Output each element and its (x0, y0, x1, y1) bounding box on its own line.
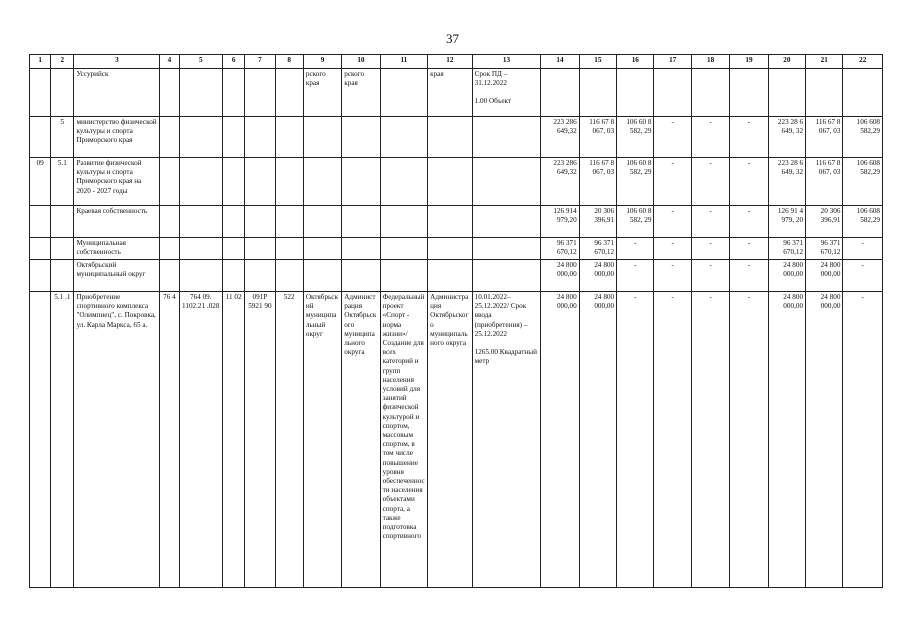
cell-c5: 764 09. 1102.21 .028 (179, 292, 222, 588)
cell-c10: Администрация Октябрьского муниципального округа (342, 292, 380, 588)
cell-c1 (30, 260, 51, 292)
cell-c9 (303, 158, 341, 206)
table-row (30, 158, 883, 206)
cell-c2 (51, 238, 74, 260)
cell-c13-term: Срок ПД – 31.12.2022 (474, 70, 508, 88)
cell-c1 (30, 238, 51, 260)
cell-c9 (303, 206, 341, 238)
cell-c16: 106 60 8 582, 29 (617, 206, 654, 238)
cell-c17: - (654, 206, 691, 238)
cell-c10 (342, 206, 380, 238)
table-row (30, 206, 883, 238)
col-header: 5 (179, 55, 222, 69)
cell-c21: 116 67 8 067, 03 (806, 117, 843, 158)
col-header: 15 (579, 55, 616, 69)
col-header: 19 (730, 55, 768, 69)
cell-c12 (428, 117, 472, 158)
table-row (30, 69, 883, 117)
cell-c9: Октябрьский муниципальный округ (303, 292, 341, 588)
cell-c3: Развитие физической культуры и спорта Приморского края на 2020 - 2027 годы (74, 158, 160, 206)
cell-c18: - (691, 158, 729, 206)
cell-c13-capacity: 1265.00 Квадратный метр (474, 348, 537, 366)
cell-c2: 5.1 (51, 158, 74, 206)
cell-c12 (428, 206, 472, 238)
cell-c1 (30, 69, 51, 117)
cell-c17: - (654, 260, 691, 292)
cell-c16: - (617, 238, 654, 260)
cell-c13 (472, 117, 541, 158)
col-header: 9 (303, 55, 341, 69)
cell-c2 (51, 260, 74, 292)
cell-c14: 24 800 000,00 (541, 260, 579, 292)
col-header: 7 (245, 55, 275, 69)
cell-c9 (303, 117, 341, 158)
cell-c10 (342, 238, 380, 260)
cell-c13 (472, 158, 541, 206)
cell-c22: 106 608 582,29 (843, 158, 883, 206)
cell-c21: 24 800 000,00 (806, 260, 843, 292)
col-header: 20 (768, 55, 805, 69)
page-number: 37 (446, 31, 459, 46)
col-header: 12 (428, 55, 472, 69)
cell-c12 (428, 260, 472, 292)
cell-c4 (160, 117, 179, 158)
cell-c15: 116 67 8 067, 03 (579, 158, 616, 206)
cell-c3: министерство физической культуры и спорта Приморского края (74, 117, 160, 158)
cell-c18: - (691, 206, 729, 238)
cell-c13 (472, 292, 541, 588)
cell-c13 (472, 238, 541, 260)
col-header: 21 (806, 55, 843, 69)
cell-c8 (275, 117, 303, 158)
cell-c4: 76 4 (160, 292, 179, 588)
cell-c20: 126 91 4 979, 20 (768, 206, 805, 238)
cell-c8 (275, 238, 303, 260)
cell-c15: 20 306 396,91 (579, 206, 616, 238)
cell-c10 (342, 117, 380, 158)
cell-c20: 223 28 6 649, 32 (768, 158, 805, 206)
cell-c8 (275, 158, 303, 206)
cell-c3: Муниципальная собственность (74, 238, 160, 260)
cell-c15: 96 371 670,12 (579, 238, 616, 260)
cell-c7 (245, 117, 275, 158)
cell-c20 (768, 69, 805, 117)
cell-c14: 223 286 649,32 (541, 158, 579, 206)
col-header: 14 (541, 55, 579, 69)
cell-c13 (472, 260, 541, 292)
cell-c14 (541, 69, 579, 117)
cell-c7: 091P 5921 90 (245, 292, 275, 588)
col-header: 1 (30, 55, 51, 69)
col-header: 3 (74, 55, 160, 69)
cell-c12 (428, 158, 472, 206)
cell-c19: - (730, 206, 768, 238)
cell-c14: 223 286 649,32 (541, 117, 579, 158)
budget-table (29, 54, 883, 588)
cell-c12: края (428, 69, 472, 117)
cell-c5 (179, 206, 222, 238)
col-header: 4 (160, 55, 179, 69)
cell-c6 (223, 158, 245, 206)
table-row (30, 292, 883, 588)
cell-c8 (275, 69, 303, 117)
cell-c16: - (617, 292, 654, 588)
cell-c6 (223, 206, 245, 238)
cell-c11 (380, 238, 428, 260)
cell-c18: - (691, 117, 729, 158)
col-header: 13 (472, 55, 541, 69)
cell-c22: - (843, 238, 883, 260)
cell-c13-term: 10.01.2022– 25.12.2022/ Срок ввода (приобретения) – 25.12.2022 (474, 293, 528, 338)
cell-c19: - (730, 260, 768, 292)
col-header: 22 (843, 55, 883, 69)
cell-c6 (223, 260, 245, 292)
cell-c3: Краевая собственность (74, 206, 160, 238)
cell-c15 (579, 69, 616, 117)
cell-c13-capacity: 1.00 Объект (474, 97, 512, 106)
cell-c13 (472, 69, 541, 117)
cell-c2: 5.1 .1 (51, 292, 74, 588)
col-header: 18 (691, 55, 729, 69)
cell-c1 (30, 117, 51, 158)
cell-c19: - (730, 292, 768, 588)
col-header: 16 (617, 55, 654, 69)
cell-c1 (30, 206, 51, 238)
cell-c11 (380, 117, 428, 158)
cell-c14: 96 371 670,12 (541, 238, 579, 260)
cell-c14: 126 914 979,20 (541, 206, 579, 238)
cell-c22: - (843, 260, 883, 292)
cell-c9 (303, 238, 341, 260)
cell-c7 (245, 158, 275, 206)
cell-c7 (245, 69, 275, 117)
col-header: 10 (342, 55, 380, 69)
cell-c1 (30, 292, 51, 588)
cell-c5 (179, 158, 222, 206)
cell-c18: - (691, 238, 729, 260)
cell-c5 (179, 260, 222, 292)
cell-c15: 24 800 000,00 (579, 260, 616, 292)
cell-c22: - (843, 292, 883, 588)
cell-c17: - (654, 292, 691, 588)
cell-c21: 116 67 8 067, 03 (806, 158, 843, 206)
col-header: 6 (223, 55, 245, 69)
cell-c5 (179, 238, 222, 260)
cell-c2 (51, 69, 74, 117)
cell-c17 (654, 69, 691, 117)
cell-c20: 24 800 000,00 (768, 292, 805, 588)
cell-c11 (380, 69, 428, 117)
cell-c17: - (654, 158, 691, 206)
cell-c20: 223 28 6 649, 32 (768, 117, 805, 158)
cell-c6: 11 02 (223, 292, 245, 588)
cell-c19: - (730, 238, 768, 260)
cell-c6 (223, 117, 245, 158)
cell-c9 (303, 260, 341, 292)
cell-c22: 106 608 582,29 (843, 206, 883, 238)
table-row (30, 238, 883, 260)
cell-c7 (245, 260, 275, 292)
cell-c16: 106 60 8 582, 29 (617, 158, 654, 206)
cell-c11 (380, 260, 428, 292)
cell-c13 (472, 206, 541, 238)
cell-c19: - (730, 158, 768, 206)
cell-c11 (380, 158, 428, 206)
cell-c6 (223, 69, 245, 117)
cell-c12 (428, 238, 472, 260)
cell-c20: 96 371 670,12 (768, 238, 805, 260)
cell-c14: 24 800 000,00 (541, 292, 579, 588)
cell-c3: Приобретение спортивного комплекса "Олимпиец", с. Покровка, ул. Карла Маркса, 65 а. (74, 292, 160, 588)
cell-c2: 5 (51, 117, 74, 158)
cell-c21: 24 800 000,00 (806, 292, 843, 588)
cell-c9: рского края (303, 69, 341, 117)
cell-c4 (160, 158, 179, 206)
col-header: 17 (654, 55, 691, 69)
cell-c15: 116 67 8 067, 03 (579, 117, 616, 158)
cell-c21: 96 371 670,12 (806, 238, 843, 260)
cell-c7 (245, 206, 275, 238)
cell-c17: - (654, 117, 691, 158)
cell-c10: рского края (342, 69, 380, 117)
table-row (30, 117, 883, 158)
cell-c22 (843, 69, 883, 117)
cell-c8 (275, 206, 303, 238)
cell-c19 (730, 69, 768, 117)
cell-c1: 09 (30, 158, 51, 206)
cell-c5 (179, 69, 222, 117)
cell-c3: Уссурийск (74, 69, 160, 117)
cell-c16 (617, 69, 654, 117)
cell-c10 (342, 260, 380, 292)
cell-c20: 24 800 000,00 (768, 260, 805, 292)
col-header: 8 (275, 55, 303, 69)
header-row (30, 55, 883, 69)
cell-c10 (342, 158, 380, 206)
cell-c4 (160, 238, 179, 260)
col-header: 2 (51, 55, 74, 69)
cell-c11: Федеральный проект «Спорт - норма жизни»/Создание для всех категорий и групп населения условий для занятий физической культурой и спортом, массовым спортом, в том числе повышение уровня обеспеченности населения объектами спорта, а также подготовка спортивного (380, 292, 428, 588)
cell-c21: 20 306 396,91 (806, 206, 843, 238)
col-header: 11 (380, 55, 428, 69)
cell-c5 (179, 117, 222, 158)
cell-c3: Октябрьский муниципальный округ (74, 260, 160, 292)
cell-c8 (275, 260, 303, 292)
cell-c15: 24 800 000,00 (579, 292, 616, 588)
cell-c4 (160, 206, 179, 238)
cell-c4 (160, 260, 179, 292)
cell-c2 (51, 206, 74, 238)
cell-c18 (691, 69, 729, 117)
cell-c19: - (730, 117, 768, 158)
cell-c6 (223, 238, 245, 260)
cell-c18: - (691, 260, 729, 292)
cell-c16: - (617, 260, 654, 292)
cell-c7 (245, 238, 275, 260)
cell-c18: - (691, 292, 729, 588)
cell-c8: 522 (275, 292, 303, 588)
cell-c11 (380, 206, 428, 238)
cell-c17: - (654, 238, 691, 260)
cell-c12: Администрация Октябрьского муниципального округа (428, 292, 472, 588)
cell-c4 (160, 69, 179, 117)
cell-c22: 106 608 582,29 (843, 117, 883, 158)
cell-c16: 106 60 8 582, 29 (617, 117, 654, 158)
cell-c21 (806, 69, 843, 117)
table-row (30, 260, 883, 292)
